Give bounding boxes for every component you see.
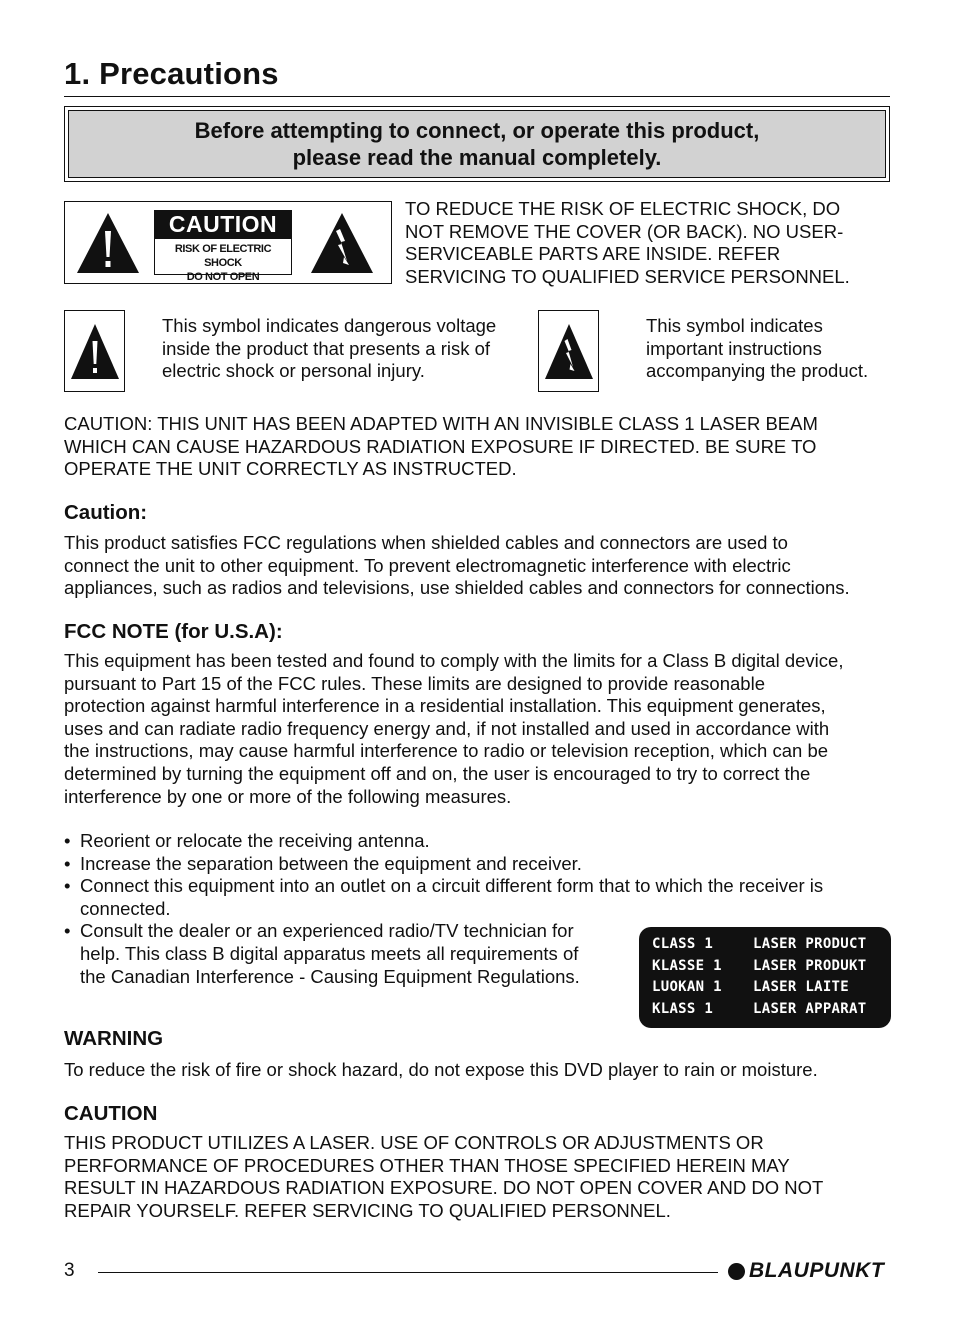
caution-label xyxy=(64,201,392,284)
laser-caution-heading: CAUTION xyxy=(64,1102,158,1125)
footer-divider xyxy=(98,1272,718,1273)
laser-label-product: LASER APPARAT xyxy=(753,1000,867,1017)
exclamation-triangle-icon xyxy=(75,211,141,275)
fcc-line: This equipment has been tested and found to comply with the limits for a Class B digital device, xyxy=(64,650,844,671)
brand-logo xyxy=(728,1259,884,1283)
page-title: 1. Precautions xyxy=(64,56,279,91)
page-number: 3 xyxy=(64,1260,75,1281)
laser-label-row xyxy=(652,934,891,956)
brand-dot-icon xyxy=(728,1263,745,1280)
caution-label-risk: RISK OF ELECTRIC SHOCK xyxy=(174,243,272,269)
laser-caution-line: OPERATE THE UNIT CORRECTLY AS INSTRUCTED. xyxy=(64,458,517,480)
notice-inner xyxy=(68,110,886,178)
laser-label-class: CLASS 1 xyxy=(652,936,714,952)
lightning-triangle-icon xyxy=(544,323,594,380)
lightning-symbol-box xyxy=(538,310,599,392)
read-manual-notice xyxy=(64,106,890,182)
caution-label-sub xyxy=(154,239,292,283)
caution-line: connect the unit to other equipment. To prevent electromagnetic interference with electric xyxy=(64,554,791,576)
warning-heading: WARNING xyxy=(64,1027,164,1050)
laser-class-label xyxy=(639,927,891,1028)
laser-label-class: KLASS 1 xyxy=(652,1000,714,1017)
laser-caution-paragraph-line: RESULT IN HAZARDOUS RADIATION EXPOSURE. DO NOT OPEN COVER AND DO NOT xyxy=(64,1177,824,1199)
lightning-symbol-line: accompanying the product. xyxy=(646,360,869,382)
fcc-line: the instructions, may cause harmful interference to radio or television reception, which can be xyxy=(64,740,829,762)
warning-paragraph: To reduce the risk of fire or shock hazard, do not expose this DVD player to rain or moisture. xyxy=(64,1059,818,1080)
exclamation-symbol-text xyxy=(162,315,532,383)
list-item-line: connected. xyxy=(80,897,171,919)
brand-name: BLAUPUNKT xyxy=(749,1259,885,1282)
fcc-line: uses and can radiate radio frequency energy and, if not installed and used in accordance with xyxy=(64,717,830,739)
shock-warning-line: TO REDUCE THE RISK OF ELECTRIC SHOCK, DO xyxy=(405,198,841,219)
shock-warning-line: SERVICING TO QUALIFIED SERVICE PERSONNEL. xyxy=(405,265,850,287)
exclamation-symbol-line: This symbol indicates dangerous voltage xyxy=(162,315,497,336)
list-item-line: • Connect this equipment into an outlet on a circuit different form that to which the receiver is xyxy=(80,875,824,897)
fcc-line: determined by turning the equipment off and on, the user is encouraged to try to correct the xyxy=(64,762,811,784)
fcc-paragraph xyxy=(64,650,914,808)
laser-label-row xyxy=(652,977,891,999)
exclamation-symbol-line: electric shock or personal injury. xyxy=(162,360,425,382)
fcc-line: pursuant to Part 15 of the FCC rules. These limits are designed to provide reasonable xyxy=(64,672,765,694)
laser-label-product: LASER PRODUCT xyxy=(753,936,867,952)
laser-label-row xyxy=(652,956,891,978)
exclamation-symbol-line: inside the product that presents a risk of xyxy=(162,337,491,359)
list-item xyxy=(64,853,884,876)
laser-label-product: LASER PRODUKT xyxy=(753,957,867,974)
fcc-heading: FCC NOTE (for U.S.A): xyxy=(64,620,283,643)
caution-label-center xyxy=(154,210,292,283)
caution-line: appliances, such as radios and televisions, use shielded cables and connectors for connections. xyxy=(64,577,850,599)
laser-caution-line: CAUTION: THIS UNIT HAS BEEN ADAPTED WITH AN INVISIBLE CLASS 1 LASER BEAM xyxy=(64,413,818,434)
list-item-line: • Consult the dealer or an experienced radio/TV technician for xyxy=(80,920,574,942)
list-item xyxy=(64,875,884,920)
lightning-triangle-icon xyxy=(309,211,375,275)
caution-line: This product satisfies FCC regulations when shielded cables and connectors are used to xyxy=(64,532,788,553)
laser-label-product: LASER LAITE xyxy=(753,979,850,995)
laser-caution-paragraph-line: REPAIR YOURSELF. REFER SERVICING TO QUALIFIED PERSONNEL. xyxy=(64,1199,671,1221)
laser-caution-paragraph-line: PERFORMANCE OF PROCEDURES OTHER THAN THOSE SPECIFIED HEREIN MAY xyxy=(64,1154,790,1176)
notice-line-2: please read the manual completely. xyxy=(292,145,662,170)
laser-caution-paragraph xyxy=(64,1132,914,1222)
shock-warning-text xyxy=(405,198,895,288)
fcc-line: interference by one or more of the following measures. xyxy=(64,785,512,807)
shock-warning-line: NOT REMOVE THE COVER (OR BACK). NO USER- xyxy=(405,220,844,242)
laser-label-class: LUOKAN 1 xyxy=(652,979,722,995)
fcc-line: protection against harmful interference in a residential installation. This equipment generates, xyxy=(64,695,826,717)
caution-paragraph xyxy=(64,532,914,600)
list-item xyxy=(64,920,610,988)
laser-label-row xyxy=(652,999,891,1021)
exclamation-triangle-icon xyxy=(70,323,120,380)
lightning-symbol-text xyxy=(646,315,916,383)
notice-line-1: Before attempting to connect, or operate this product, xyxy=(194,118,760,143)
list-item-line: • Increase the separation between the equipment and receiver. xyxy=(80,852,582,874)
lightning-symbol-line: This symbol indicates xyxy=(646,315,823,336)
laser-caution-text xyxy=(64,413,904,481)
lightning-symbol-line: important instructions xyxy=(646,337,822,359)
shock-warning-line: SERVICEABLE PARTS ARE INSIDE. REFER xyxy=(405,243,781,265)
title-divider xyxy=(64,96,890,97)
list-item-line: help. This class B digital apparatus meets all requirements of xyxy=(80,942,579,964)
caution-label-do-not-open: DO NOT OPEN xyxy=(186,271,260,283)
laser-caution-line: WHICH CAN CAUSE HAZARDOUS RADIATION EXPOSURE IF DIRECTED. BE SURE TO xyxy=(64,435,817,457)
list-item xyxy=(64,830,884,853)
laser-caution-paragraph-line: THIS PRODUCT UTILIZES A LASER. USE OF CONTROLS OR ADJUSTMENTS OR xyxy=(64,1132,764,1153)
list-item-line: • Reorient or relocate the receiving antenna. xyxy=(80,830,430,851)
exclamation-symbol-box xyxy=(64,310,125,392)
caution-heading: Caution: xyxy=(64,501,148,524)
laser-label-class: KLASSE 1 xyxy=(652,957,722,974)
list-item-line: the Canadian Interference - Causing Equipment Regulations. xyxy=(80,965,580,987)
caution-label-heading: CAUTION xyxy=(154,210,292,239)
